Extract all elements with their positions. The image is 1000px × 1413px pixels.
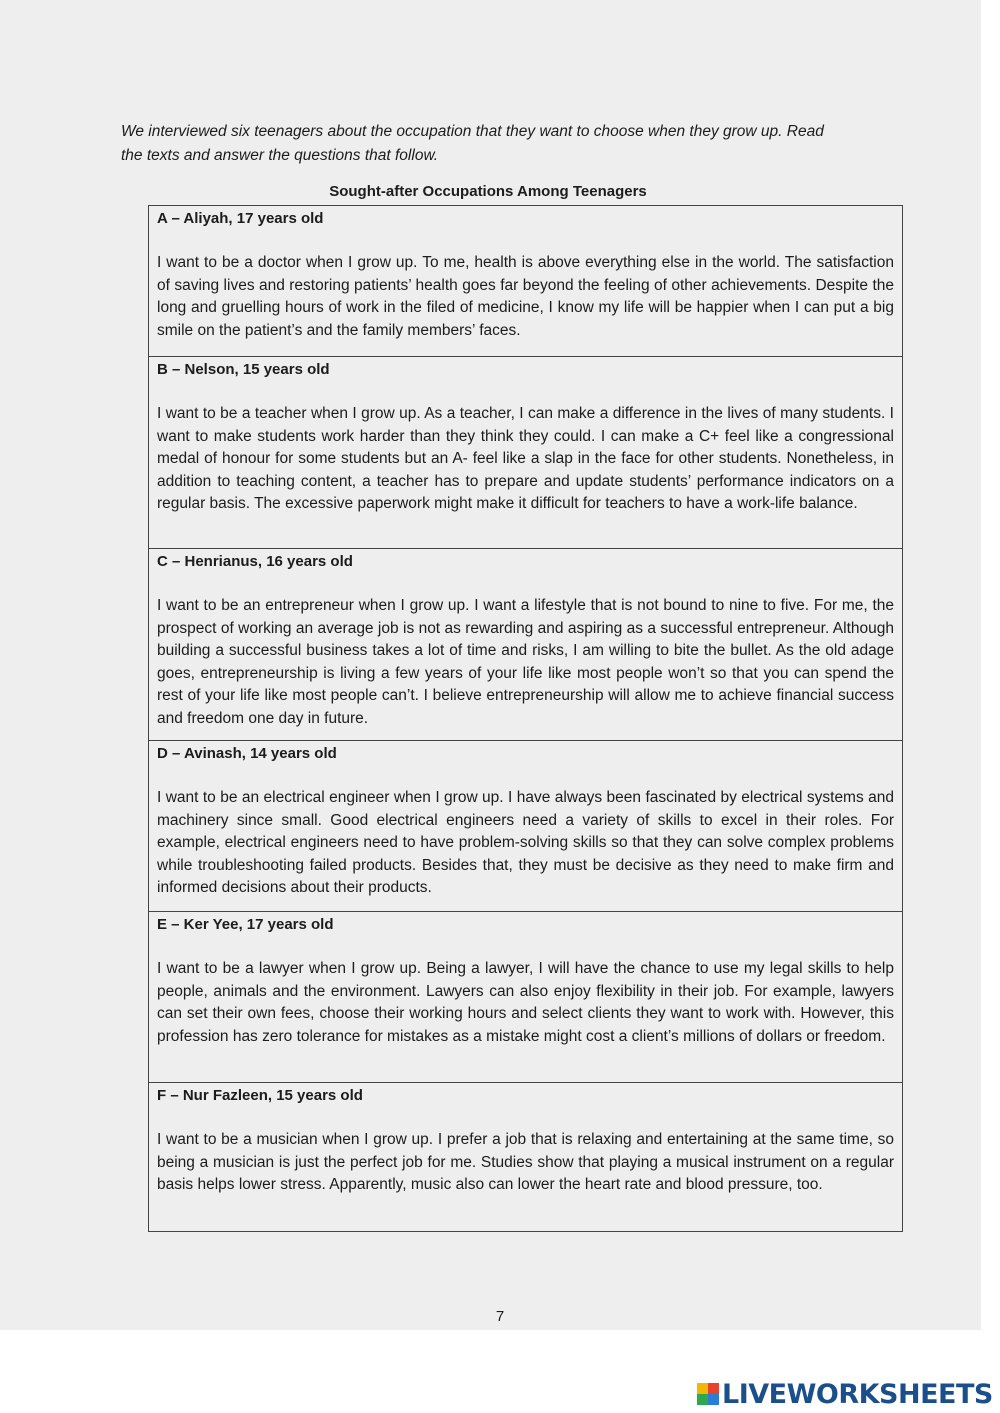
logo-square-icon xyxy=(697,1383,708,1394)
entry-text: I want to be a lawyer when I grow up. Being a lawyer, I will have the chance to use my legal skills to help people, animals and the environment. Lawyers can also enjoy flexibility in their job. For example, lawyers can set their own fees, choose their working hours and select clients they want to work with. However, this profession has zero tolerance for mistakes as a mistake might cost a client’s millions of dollars or freedom. xyxy=(157,960,894,1045)
entry-text: I want to be an electrical engineer when I grow up. I have always been fascinated by electrical systems and machinery since small. Good electrical engineers need a variety of skills to excel in their roles. For example, electrical engineers need to have problem-solving skills so that they can solve complex problems while troubleshooting failed products. Besides that, they must be decisive as they need to make firm and informed decisions about their products. xyxy=(157,789,894,897)
entry-f xyxy=(149,1082,902,1231)
entry-heading: A – Aliyah, 17 years old xyxy=(157,210,324,227)
entry-text: I want to be a teacher when I grow up. As a teacher, I can make a difference in the lives of many students. I want to make students work harder than they think they could. I can make a C+ feel like a congressional medal of honour for some students but an A- feel like a slap in the face for other students. Nonetheless, in addition to teaching content, a teacher has to prepare and update students’ performance indicators on a regular basis. The excessive paperwork might make it difficult for teachers to have a work-life balance. xyxy=(157,405,894,513)
entry-a xyxy=(149,206,902,356)
liveworksheets-logo[interactable] xyxy=(697,1376,993,1412)
logo-square-icon xyxy=(697,1394,708,1405)
logo-square-icon xyxy=(708,1394,719,1405)
logo-text: LIVEWORKSHEETS xyxy=(722,1378,993,1410)
page-number: 7 xyxy=(495,1308,505,1325)
intro-instructions: We interviewed six teenagers about the occupation that they want to choose when they grow up. Read the texts and answer the questions that follow. xyxy=(121,123,824,164)
occupations-table xyxy=(148,205,903,1232)
entry-text: I want to be an entrepreneur when I grow up. I want a lifestyle that is not bound to nine to five. For me, the prospect of working an average job is not as rewarding and aspiring as a successful entrepreneur. Although building a successful business takes a lot of time and risks, I am willing to bite the bullet. As the old adage goes, entrepreneurship is living a few years of your life like most people won’t so that you can spend the rest of your life like most people can’t. I believe entrepreneurship will allow me to achieve financial success and freedom one day in future. xyxy=(157,597,894,727)
entry-text: I want to be a musician when I grow up. I prefer a job that is relaxing and entertaining at the same time, so being a musician is just the perfect job for me. Studies show that playing a musical instrument on a regular basis helps lower stress. Apparently, music also can lower the heart rate and blood pressure, too. xyxy=(157,1131,894,1194)
entry-d xyxy=(149,740,902,911)
entry-heading: C – Henrianus, 16 years old xyxy=(157,553,353,570)
entry-heading: B – Nelson, 15 years old xyxy=(157,361,330,378)
entry-e xyxy=(149,911,902,1082)
logo-square-icon xyxy=(708,1383,719,1394)
logo-icon xyxy=(697,1383,719,1405)
entry-heading: D – Avinash, 14 years old xyxy=(157,745,337,762)
entry-heading: F – Nur Fazleen, 15 years old xyxy=(157,1087,363,1104)
entry-text: I want to be a doctor when I grow up. To me, health is above everything else in the world. The satisfaction of saving lives and restoring patients’ health goes far beyond the feeling of other achievements. Despite the long and gruelling hours of work in the filed of medicine, I know my life will be happier when I can put a big smile on the patient’s and the family members’ faces. xyxy=(157,254,894,339)
entry-b xyxy=(149,356,902,548)
entry-heading: E – Ker Yee, 17 years old xyxy=(157,916,334,933)
entry-c xyxy=(149,548,902,740)
table-title: Sought-after Occupations Among Teenagers xyxy=(329,183,647,200)
